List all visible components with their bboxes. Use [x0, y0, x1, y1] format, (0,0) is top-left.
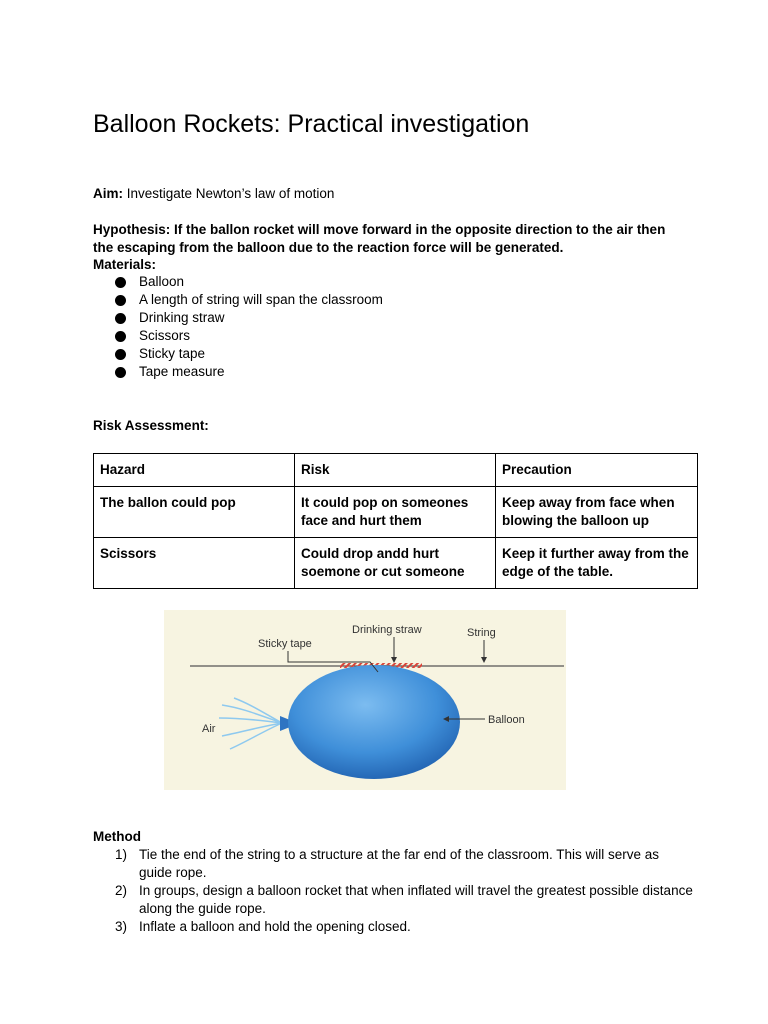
list-item	[93, 846, 693, 882]
risk-table	[93, 453, 698, 589]
label-air: Air	[202, 723, 216, 735]
step-number: 3)	[115, 919, 128, 934]
material-label: Tape measure	[139, 364, 225, 379]
label-sticky-tape: Sticky tape	[258, 638, 312, 650]
aim-label: Aim:	[93, 186, 123, 201]
header-risk: Risk	[295, 454, 496, 487]
bullet-icon	[115, 367, 126, 378]
bullet-icon	[115, 277, 126, 288]
header-precaution: Precaution	[496, 454, 698, 487]
cell-hazard: Scissors	[94, 538, 295, 589]
list-item	[93, 309, 383, 327]
step-text: Tie the end of the string to a structure at the far end of the classroom. This will serve as guide rope.	[139, 847, 660, 880]
step-text: Inflate a balloon and hold the opening closed.	[139, 919, 411, 934]
step-number: 2)	[115, 883, 128, 898]
aim-text: Investigate Newton’s law of motion	[123, 186, 335, 201]
list-item	[93, 918, 693, 936]
balloon-shape	[288, 665, 460, 779]
material-label: Sticky tape	[139, 346, 206, 361]
list-item	[93, 327, 383, 345]
cell-precaution: Keep away from face when blowing the balloon up	[496, 487, 698, 538]
cell-hazard: The ballon could pop	[94, 487, 295, 538]
method-heading: Method	[93, 829, 141, 844]
table-row	[94, 487, 698, 538]
list-item	[93, 273, 383, 291]
table-row	[94, 538, 698, 589]
table-header-row	[94, 454, 698, 487]
material-label: A length of string will span the classroom	[139, 292, 383, 307]
list-item	[93, 345, 383, 363]
cell-precaution: Keep it further away from the edge of the table.	[496, 538, 698, 589]
step-text: In groups, design a balloon rocket that when inflated will travel the greatest possible distance along the guide rope.	[139, 883, 693, 916]
bullet-icon	[115, 331, 126, 342]
cell-risk: Could drop andd hurt soemone or cut someone	[295, 538, 496, 589]
method-list	[93, 846, 693, 936]
list-item	[93, 291, 383, 309]
list-item	[93, 882, 693, 918]
materials-heading: Materials:	[93, 257, 157, 272]
balloon-rocket-diagram	[164, 610, 566, 790]
label-balloon: Balloon	[488, 714, 525, 726]
cell-risk: It could pop on someones face and hurt them	[295, 487, 496, 538]
materials-list	[93, 273, 383, 381]
material-label: Scissors	[139, 328, 191, 343]
list-item	[93, 363, 383, 381]
bullet-icon	[115, 295, 126, 306]
bullet-icon	[115, 313, 126, 324]
bullet-icon	[115, 349, 126, 360]
hypothesis: Hypothesis: If the ballon rocket will move forward in the opposite direction to the air then the escaping from the balloon due to the reaction force will be generated.	[93, 222, 666, 255]
label-drinking-straw: Drinking straw	[352, 624, 422, 636]
step-number: 1)	[115, 847, 128, 862]
header-hazard: Hazard	[94, 454, 295, 487]
label-string: String	[467, 627, 496, 639]
material-label: Drinking straw	[139, 310, 225, 325]
material-label: Balloon	[139, 274, 185, 289]
risk-assessment-heading: Risk Assessment:	[93, 418, 209, 433]
aim-line	[93, 185, 334, 203]
page-title: Balloon Rockets: Practical investigation	[93, 110, 530, 138]
